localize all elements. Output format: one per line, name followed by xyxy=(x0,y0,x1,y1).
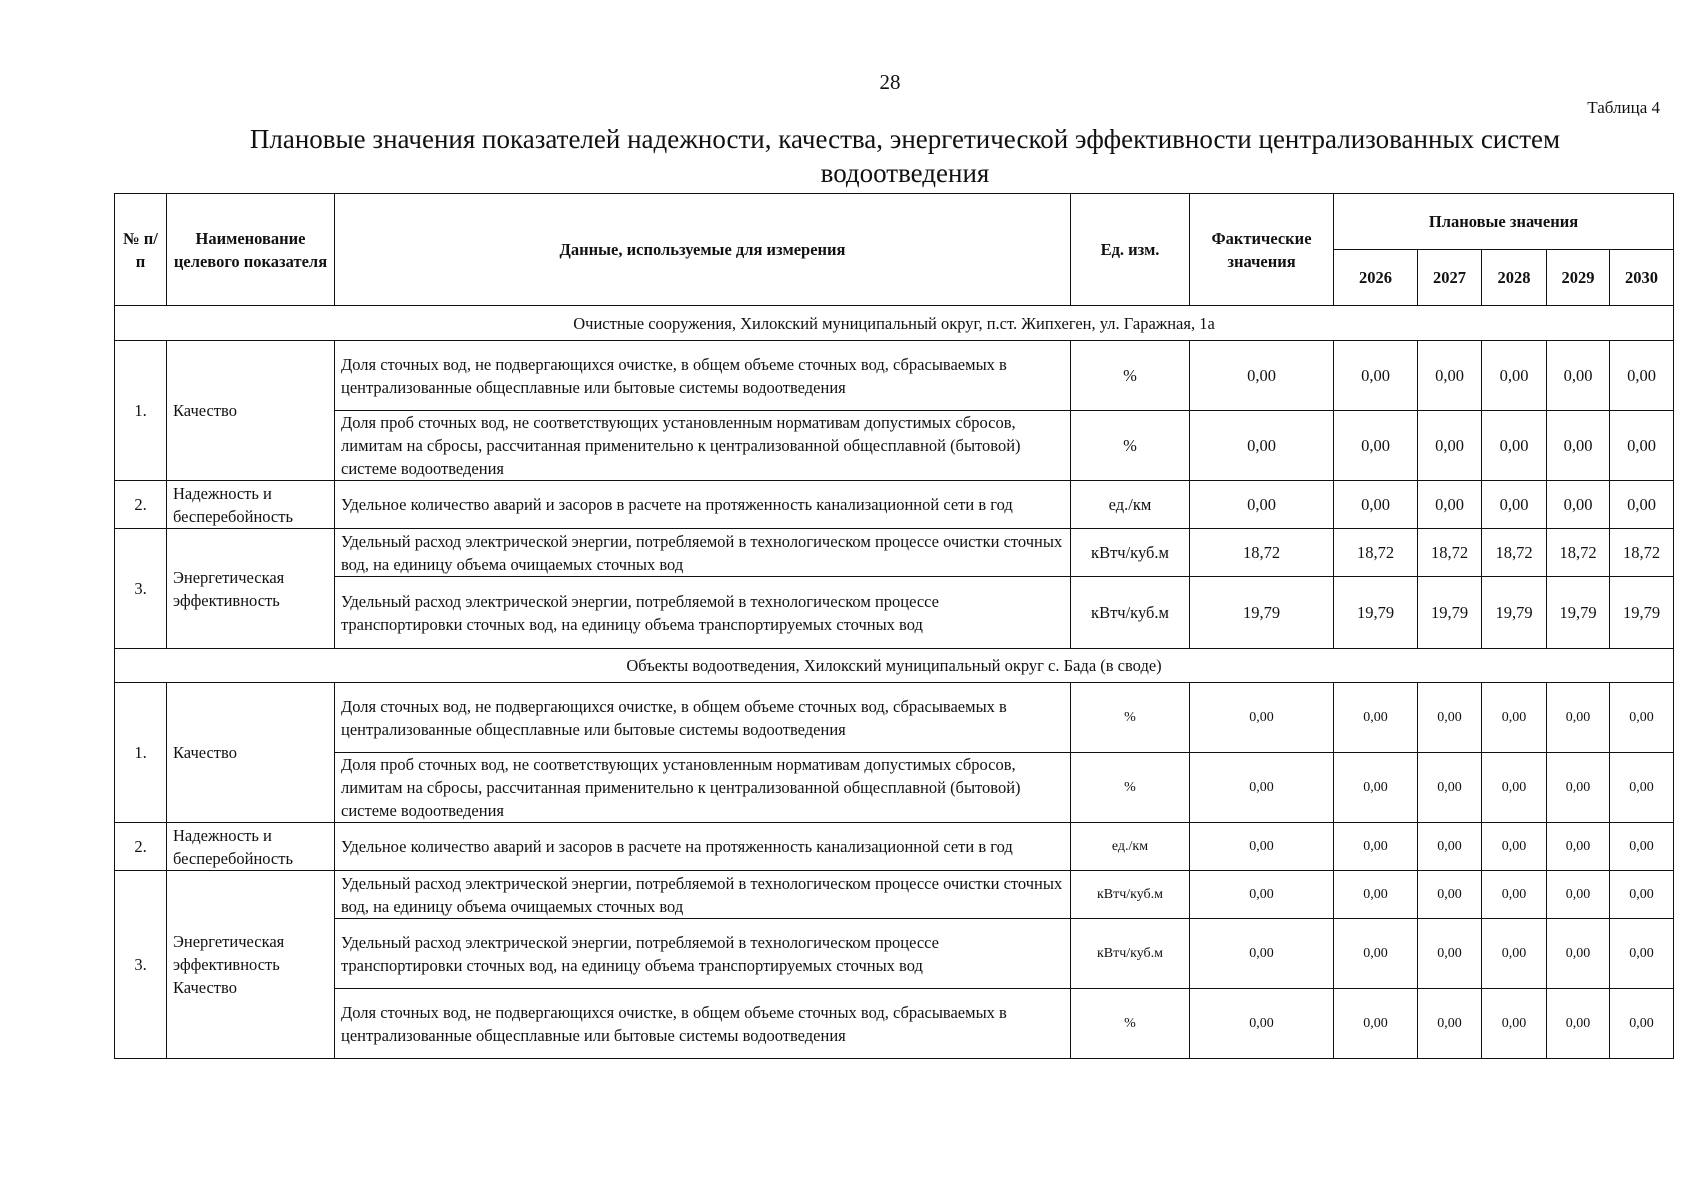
measurement-data: Удельный расход электрической энергии, потребляемой в технологическом процессе транспортировки сточных вод, на единицу объема транспортируемых сточных вод xyxy=(335,919,1071,989)
actual-value: 19,79 xyxy=(1190,577,1334,649)
header-name: Наименование целевого показателя xyxy=(167,194,335,306)
unit: кВтч/куб.м xyxy=(1071,871,1190,919)
planned-value: 0,00 xyxy=(1334,411,1418,481)
table-label: Таблица 4 xyxy=(1587,98,1660,117)
header-unit: Ед. изм. xyxy=(1071,194,1190,306)
measurement-data: Доля сточных вод, не подвергающихся очистке, в общем объеме сточных вод, сбрасываемых в централизованные общесплавные или бытовые системы водоотведения xyxy=(335,683,1071,753)
planned-value: 0,00 xyxy=(1482,871,1547,919)
planned-value: 0,00 xyxy=(1334,871,1418,919)
unit: % xyxy=(1071,683,1190,753)
planned-value: 0,00 xyxy=(1418,411,1482,481)
indicator-name: Качество xyxy=(167,683,335,823)
indicator-name: Надежность и бесперебойность xyxy=(167,823,335,871)
planned-value: 0,00 xyxy=(1610,341,1674,411)
planned-value: 0,00 xyxy=(1547,989,1610,1059)
planned-value: 0,00 xyxy=(1334,341,1418,411)
measurement-data: Доля сточных вод, не подвергающихся очистке, в общем объеме сточных вод, сбрасываемых в централизованные общесплавные или бытовые системы водоотведения xyxy=(335,989,1071,1059)
measurement-data: Доля проб сточных вод, не соответствующих установленным нормативам допустимых сбросов, лимитам на сбросы, рассчитанная применительно к централизованной общесплавной (бытовой) системе водоотведения xyxy=(335,753,1071,823)
table-row xyxy=(115,823,1674,871)
actual-value: 0,00 xyxy=(1190,411,1334,481)
planned-value: 0,00 xyxy=(1610,411,1674,481)
actual-value: 0,00 xyxy=(1190,871,1334,919)
planned-value: 0,00 xyxy=(1547,481,1610,529)
table-row xyxy=(115,919,1674,989)
actual-value: 0,00 xyxy=(1190,683,1334,753)
row-number: 3. xyxy=(115,529,167,649)
planned-value: 0,00 xyxy=(1482,753,1547,823)
indicator-name: Качество xyxy=(167,341,335,481)
planned-value: 0,00 xyxy=(1334,989,1418,1059)
planned-value: 0,00 xyxy=(1547,919,1610,989)
planned-value: 0,00 xyxy=(1610,871,1674,919)
table-row xyxy=(115,871,1674,919)
header-year: 2028 xyxy=(1482,250,1547,306)
unit: кВтч/куб.м xyxy=(1071,577,1190,649)
unit: % xyxy=(1071,753,1190,823)
actual-value: 0,00 xyxy=(1190,341,1334,411)
planned-value: 0,00 xyxy=(1610,919,1674,989)
planned-value: 0,00 xyxy=(1610,823,1674,871)
header-actual: Фактические значения xyxy=(1190,194,1334,306)
table-body xyxy=(115,306,1674,1059)
planned-value: 0,00 xyxy=(1418,753,1482,823)
planned-value: 0,00 xyxy=(1334,823,1418,871)
row-number: 1. xyxy=(115,683,167,823)
table-row xyxy=(115,753,1674,823)
table-header xyxy=(115,194,1674,306)
measurement-data: Удельный расход электрической энергии, потребляемой в технологическом процессе очистки сточных вод, на единицу объема очищаемых сточных вод xyxy=(335,871,1071,919)
unit: кВтч/куб.м xyxy=(1071,919,1190,989)
planned-value: 0,00 xyxy=(1482,919,1547,989)
planned-value: 0,00 xyxy=(1418,683,1482,753)
planned-value: 0,00 xyxy=(1418,341,1482,411)
planned-value: 0,00 xyxy=(1482,823,1547,871)
planned-value: 0,00 xyxy=(1482,989,1547,1059)
planned-value: 0,00 xyxy=(1547,871,1610,919)
measurement-data: Удельный расход электрической энергии, потребляемой в технологическом процессе очистки сточных вод, на единицу объема очищаемых сточных вод xyxy=(335,529,1071,577)
document-title: Плановые значения показателей надежности, качества, энергетической эффективности централизованных систем водоотведения xyxy=(249,124,1561,188)
planned-value: 0,00 xyxy=(1418,823,1482,871)
row-number: 2. xyxy=(115,823,167,871)
planned-value: 18,72 xyxy=(1482,529,1547,577)
indicators-table xyxy=(114,193,1674,1059)
table-row xyxy=(115,577,1674,649)
planned-value: 0,00 xyxy=(1334,919,1418,989)
planned-value: 0,00 xyxy=(1482,481,1547,529)
planned-value: 0,00 xyxy=(1610,683,1674,753)
table-row xyxy=(115,989,1674,1059)
actual-value: 18,72 xyxy=(1190,529,1334,577)
planned-value: 18,72 xyxy=(1334,529,1418,577)
actual-value: 0,00 xyxy=(1190,823,1334,871)
planned-value: 0,00 xyxy=(1482,411,1547,481)
row-number: 3. xyxy=(115,871,167,1059)
actual-value: 0,00 xyxy=(1190,753,1334,823)
unit: ед./км xyxy=(1071,823,1190,871)
row-number: 1. xyxy=(115,341,167,481)
section-title: Объекты водоотведения, Хилокский муниципальный округ с. Бада (в своде) xyxy=(115,649,1674,683)
header-planned: Плановые значения xyxy=(1334,194,1674,250)
unit: % xyxy=(1071,411,1190,481)
row-number: 2. xyxy=(115,481,167,529)
page-number: 28 xyxy=(879,70,901,94)
indicator-name: Надежность и бесперебойность xyxy=(167,481,335,529)
section-title: Очистные сооружения, Хилокский муниципальный округ, п.ст. Жипхеген, ул. Гаражная, 1а xyxy=(115,306,1674,341)
planned-value: 18,72 xyxy=(1610,529,1674,577)
table-row xyxy=(115,411,1674,481)
planned-value: 0,00 xyxy=(1334,683,1418,753)
table-row xyxy=(115,529,1674,577)
header-year: 2029 xyxy=(1547,250,1610,306)
table-row xyxy=(115,683,1674,753)
measurement-data: Удельный расход электрической энергии, потребляемой в технологическом процессе транспортировки сточных вод, на единицу объема транспортируемых сточных вод xyxy=(335,577,1071,649)
header-num: № п/п xyxy=(115,194,167,306)
header-year: 2027 xyxy=(1418,250,1482,306)
planned-value: 0,00 xyxy=(1418,871,1482,919)
planned-value: 0,00 xyxy=(1547,683,1610,753)
planned-value: 19,79 xyxy=(1418,577,1482,649)
planned-value: 0,00 xyxy=(1547,341,1610,411)
measurement-data: Удельное количество аварий и засоров в расчете на протяженность канализационной сети в год xyxy=(335,481,1071,529)
planned-value: 0,00 xyxy=(1547,823,1610,871)
planned-value: 0,00 xyxy=(1418,481,1482,529)
planned-value: 18,72 xyxy=(1547,529,1610,577)
planned-value: 0,00 xyxy=(1334,481,1418,529)
planned-value: 19,79 xyxy=(1482,577,1547,649)
planned-value: 0,00 xyxy=(1610,753,1674,823)
planned-value: 19,79 xyxy=(1610,577,1674,649)
table-row xyxy=(115,341,1674,411)
actual-value: 0,00 xyxy=(1190,919,1334,989)
planned-value: 18,72 xyxy=(1418,529,1482,577)
unit: % xyxy=(1071,989,1190,1059)
planned-value: 0,00 xyxy=(1547,753,1610,823)
header-data: Данные, используемые для измерения xyxy=(335,194,1071,306)
planned-value: 0,00 xyxy=(1547,411,1610,481)
unit: ед./км xyxy=(1071,481,1190,529)
measurement-data: Удельное количество аварий и засоров в расчете на протяженность канализационной сети в год xyxy=(335,823,1071,871)
planned-value: 0,00 xyxy=(1610,481,1674,529)
planned-value: 0,00 xyxy=(1482,683,1547,753)
planned-value: 19,79 xyxy=(1334,577,1418,649)
indicator-name: Энергетическая эффективность Качество xyxy=(167,871,335,1059)
actual-value: 0,00 xyxy=(1190,481,1334,529)
actual-value: 0,00 xyxy=(1190,989,1334,1059)
planned-value: 0,00 xyxy=(1334,753,1418,823)
planned-value: 0,00 xyxy=(1610,989,1674,1059)
indicator-name: Энергетическая эффективность xyxy=(167,529,335,649)
planned-value: 0,00 xyxy=(1418,989,1482,1059)
table-row xyxy=(115,481,1674,529)
unit: кВтч/куб.м xyxy=(1071,529,1190,577)
unit: % xyxy=(1071,341,1190,411)
planned-value: 0,00 xyxy=(1418,919,1482,989)
planned-value: 19,79 xyxy=(1547,577,1610,649)
measurement-data: Доля проб сточных вод, не соответствующих установленным нормативам допустимых сбросов, лимитам на сбросы, рассчитанная применительно к централизованной общесплавной (бытовой) системе водоотведения xyxy=(335,411,1071,481)
measurement-data: Доля сточных вод, не подвергающихся очистке, в общем объеме сточных вод, сбрасываемых в централизованные общесплавные или бытовые системы водоотведения xyxy=(335,341,1071,411)
planned-value: 0,00 xyxy=(1482,341,1547,411)
header-year: 2026 xyxy=(1334,250,1418,306)
header-year: 2030 xyxy=(1610,250,1674,306)
